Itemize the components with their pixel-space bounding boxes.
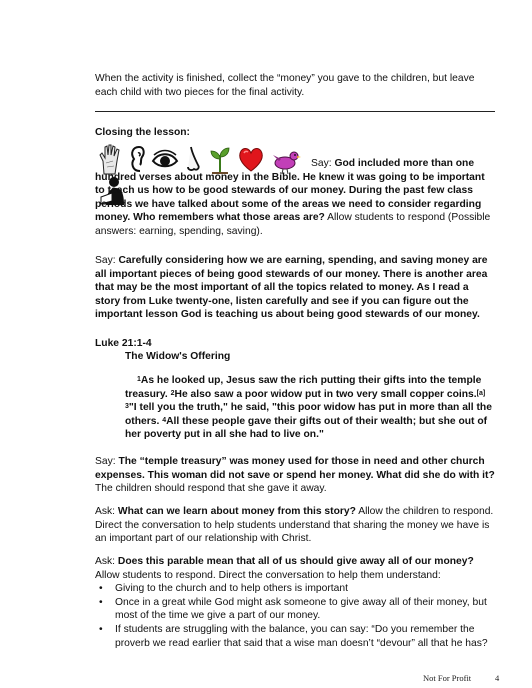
say-bold-text: Carefully considering how we are earning, spending, and saving money are all important pieces of being good stewards of our money. There is another area that may be the most important of all the topics related to money. As I read a story from Luke twenty-one, listen carefully and see if you can figure out the important lesson God is teaching us about being good stewards of our money. [95,255,488,321]
say-bold-text: God included more than one hundred verses about money in the Bible. He knew it was going to be important to teach us how to be good stewards of our money. During the past few class periods we have talked about some of the areas we need to consider regarding money. Who remembers what those areas are? [95,158,485,224]
verse-number: 2 [170,389,175,397]
verse-number: 1 [137,376,141,383]
say-paragraph-2 [95,254,495,322]
closing-heading-text: Closing the lesson: [95,127,190,138]
quote-title: The Widow's Offering [125,351,231,362]
ask-label: Ask: [95,556,118,567]
ask-paragraph-1 [95,505,495,546]
ask-instruction: Allow the children to respond. Direct the conversation to help students understand that sharing the money we have is an important part of our relationship with Christ. [95,506,494,545]
closing-paragraph [95,157,495,239]
ask-bold-text: What can we learn about money from this story? [117,506,356,517]
list-item: • Once in a great while God might ask someone to give away all of their money, but most of the time we give a part of our money. [95,596,495,623]
say-label: Say: [311,158,335,169]
verse-text: All these people gave their gifts out of their wealth; but she out of her poverty put in all she had to live on." [125,415,488,441]
verse-text: He also saw a poor widow put in two very small copper coins. [174,388,477,400]
closing-heading [95,126,495,140]
ask-paragraph-2 [95,555,495,650]
say-instruction: Allow students to respond (Possible answers: earning, spending, saving). [95,212,491,237]
verse-text: As he looked up, Jesus saw the rich putting their gifts into the temple treasury. [125,375,482,400]
page-footer [423,673,503,683]
footnote-marker[interactable]: [a] [476,389,486,397]
say-instruction: The children should respond that she gave it away. [95,483,327,495]
bullet-list [95,582,495,650]
footer-text: Not For Profit [423,673,472,683]
reference-text: Luke 21:1-4 [95,338,152,349]
say-label: Say: [95,255,119,266]
say-label: Say: [95,456,119,467]
list-item: • Giving to the church and to help others is important [95,582,495,596]
ask-bold-text: Does this parable mean that all of us should give away all of our money? [117,556,474,567]
divider-line [95,111,495,112]
intro-paragraph: When the activity is finished, collect the “money” you gave to the children, but leave each child with two pieces for the final activity. [95,73,475,98]
verse-text: "I tell you the truth," he said, "this poor widow has put in more than all the others. [125,402,492,427]
ask-label: Ask: [95,506,118,517]
list-item: • If students are struggling with the balance, you can say: “Do you remember the proverb we read earlier that said that a wise man doesn’t “devour” all that he has? [95,623,495,650]
ask-instruction: Allow students to respond. Direct the conversation to help them understand: [95,569,441,581]
verse-number: 3 [125,403,129,411]
page-number: 4 [495,673,500,683]
verse-number: 4 [162,416,167,424]
scripture-quote [125,374,497,442]
say-bold-text: The “temple treasury” was money used for those in need and other church expenses. This woman did not save or spend her money. What did she do with it? [95,456,495,481]
say-paragraph-3 [95,455,495,496]
scripture-reference [95,337,495,351]
